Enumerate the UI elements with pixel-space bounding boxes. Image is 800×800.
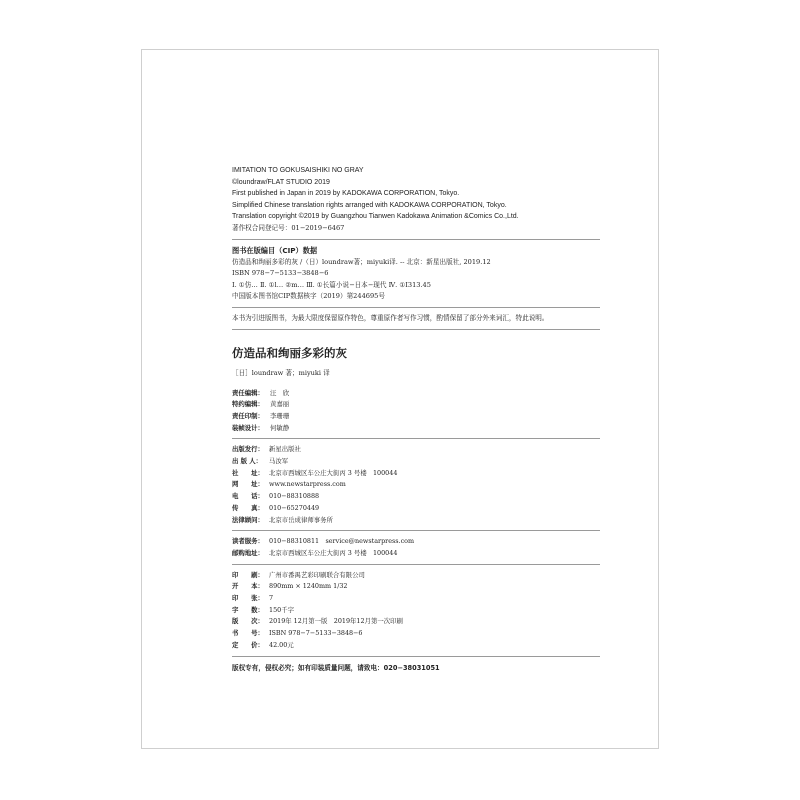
printing-block <box>232 570 600 652</box>
staff-row: 特约编辑： 黄嘉丽 <box>232 400 290 409</box>
cip-line: ISBN 978−7−5133−3848−6 <box>232 269 329 278</box>
publisher-row: 法律顾问： 北京市岳成律师事务所 <box>232 515 333 524</box>
divider <box>232 239 600 240</box>
author-line: ［日］loundraw 著；miyuki 译 <box>232 368 330 377</box>
copyright-page <box>141 49 659 749</box>
divider <box>232 329 600 330</box>
publisher-block <box>232 444 600 526</box>
publisher-row: 网 址： www.newstarpress.com <box>232 480 346 489</box>
first-published: First published in Japan in 2019 by KADOKAWA CORPORATION, Tokyo. <box>232 190 460 198</box>
cip-line: Ⅰ. ①仿… Ⅱ. ①l… ②m… Ⅲ. ①长篇小说−日本−现代 Ⅳ. ①I313.45 <box>232 280 431 289</box>
english-copyright-block <box>232 165 600 235</box>
cip-line: 中国版本图书馆CIP数据核字（2019）第244695号 <box>232 292 385 301</box>
cip-block <box>232 245 600 303</box>
staff-row: 责任编辑： 汪 欣 <box>232 388 290 397</box>
publisher-row: 出 版 人： 马汝军 <box>232 457 289 466</box>
translation-rights: Simplified Chinese translation rights arranged with KADOKAWA CORPORATION, Tokyo. <box>232 201 507 209</box>
publisher-row: 社 址： 北京市西城区车公庄大街丙 3 号楼 100044 <box>232 468 398 477</box>
reader-service-block <box>232 536 600 559</box>
book-title: 仿造品和绚丽多彩的灰 <box>232 345 347 360</box>
staff-row: 责任印制： 李珊珊 <box>232 411 290 420</box>
printing-row: 定 价： 42.00元 <box>232 640 294 649</box>
staff-row: 装帧设计： 何敏静 <box>232 423 290 432</box>
divider <box>232 656 600 657</box>
printing-row: 印 张： 7 <box>232 594 274 603</box>
publisher-row: 电 话： 010−88310888 <box>232 492 320 501</box>
copyright-holder: ©loundraw/FLAT STUDIO 2019 <box>232 178 330 186</box>
publisher-row: 传 真： 010−65270449 <box>232 503 320 512</box>
divider <box>232 564 600 565</box>
printing-row: 字 数： 150千字 <box>232 605 294 614</box>
reader-service-row: 读者服务： 010−88310811 service@newstarpress.com <box>232 537 415 546</box>
printing-row: 开 本： 890mm × 1240mm 1/32 <box>232 582 348 591</box>
copyright-notice: 版权专有，侵权必究；如有印装质量问题，请致电：020−38031051 <box>232 663 440 672</box>
translation-copyright: Translation copyright ©2019 by Guangzhou Tianwen Kadokawa Animation &Comics Co.,Ltd. <box>232 213 519 221</box>
publisher-row: 出版发行： 新星出版社 <box>232 445 301 454</box>
translation-note: 本书为引进版图书，为最大限度保留原作特色，尊重原作者写作习惯，酌情保留了部分外来词汇，特此说明。 <box>232 313 549 322</box>
divider <box>232 530 600 531</box>
divider <box>232 438 600 439</box>
staff-block <box>232 388 600 435</box>
divider <box>232 307 600 308</box>
cip-line: 仿造品和绚丽多彩的灰 /（日）loundraw著；miyuki译. -- 北京：新星出版社, 2019.12 <box>232 257 491 266</box>
reader-service-row: 邮购地址： 北京市西城区车公庄大街丙 3 号楼 100044 <box>232 548 398 557</box>
page-content <box>232 165 600 674</box>
printing-row: 版 次： 2019年 12月第一版 2019年12月第一次印刷 <box>232 617 403 626</box>
printing-row: 书 号： ISBN 978−7−5133−3848−6 <box>232 629 363 638</box>
cip-heading: 图书在版编目（CIP）数据 <box>232 245 318 255</box>
printing-row: 印 刷： 广州市番禺艺彩印刷联合有限公司 <box>232 570 365 579</box>
registration-number: 著作权合同登记号：01−2019−6467 <box>232 223 345 232</box>
original-title: IMITATION TO GOKUSAISHIKI NO GRAY <box>232 167 364 174</box>
